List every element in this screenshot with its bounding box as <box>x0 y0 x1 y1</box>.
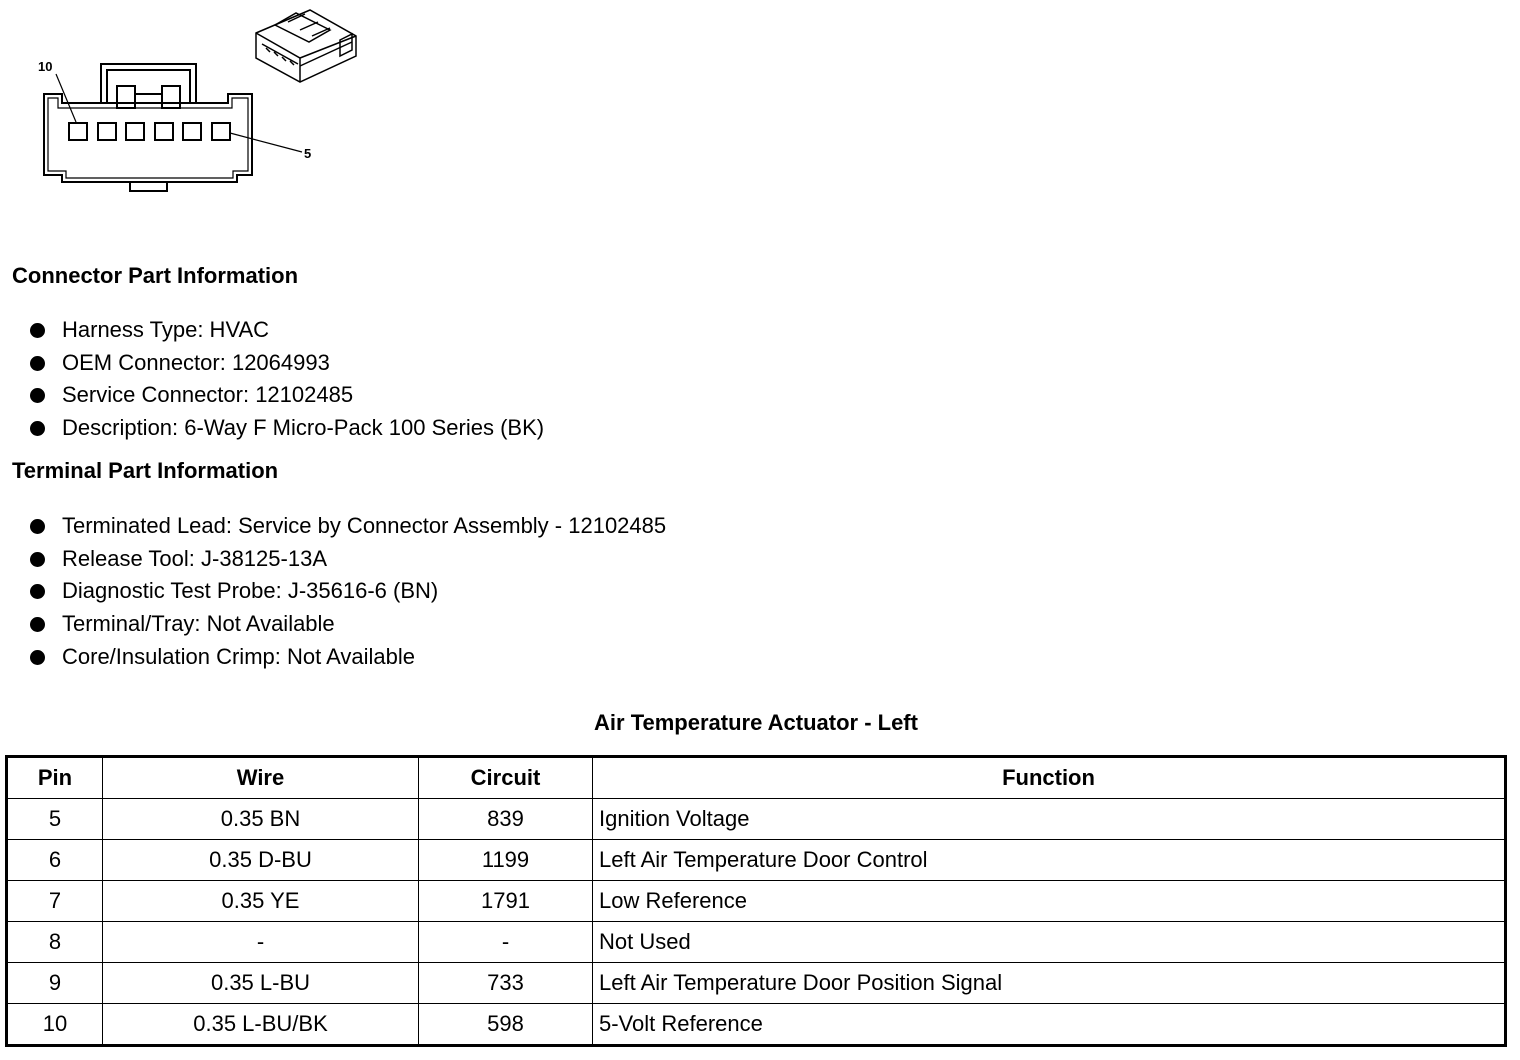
list-item: Description: 6-Way F Micro-Pack 100 Series (BK) <box>30 412 544 445</box>
list-item: Core/Insulation Crimp: Not Available <box>30 641 666 674</box>
leader-line-5 <box>230 133 302 152</box>
pin-label-10: 10 <box>38 59 53 74</box>
bullet-icon <box>30 617 45 632</box>
cell-pin: 7 <box>7 881 103 922</box>
cell-pin: 6 <box>7 840 103 881</box>
connector-face-outline <box>44 94 252 182</box>
cell-pin: 10 <box>7 1004 103 1046</box>
bullet-icon <box>30 519 45 534</box>
cell-circuit: 839 <box>419 799 593 840</box>
connector-inner-outline <box>48 98 248 178</box>
table-row <box>7 922 1506 963</box>
cell-circuit: 733 <box>419 963 593 1004</box>
header-wire: Wire <box>103 757 419 799</box>
cell-function: Not Used <box>593 922 1506 963</box>
terminal-info-heading: Terminal Part Information <box>12 458 279 483</box>
connector-diagram <box>0 0 380 210</box>
connector-latch <box>101 64 196 103</box>
cell-pin: 9 <box>7 963 103 1004</box>
cell-function: 5-Volt Reference <box>593 1004 1506 1046</box>
cell-function: Low Reference <box>593 881 1506 922</box>
cavity-6 <box>183 123 201 140</box>
cell-wire: 0.35 L-BU/BK <box>103 1004 419 1046</box>
connector-key <box>130 182 167 191</box>
table-row <box>7 881 1506 922</box>
terminal-info-list <box>30 510 666 673</box>
table-row <box>7 840 1506 881</box>
list-item: Terminal/Tray: Not Available <box>30 608 666 641</box>
cavity-7 <box>155 123 173 140</box>
list-item: Service Connector: 12102485 <box>30 379 544 412</box>
connector-isometric-icon <box>256 10 356 82</box>
table-row <box>7 1004 1506 1046</box>
cell-circuit: 598 <box>419 1004 593 1046</box>
connector-info-heading: Connector Part Information <box>12 263 299 288</box>
cell-wire: - <box>103 922 419 963</box>
table-header-row <box>7 757 1506 799</box>
latch-tab-left <box>117 86 135 108</box>
cell-pin: 5 <box>7 799 103 840</box>
list-item: Release Tool: J-38125-13A <box>30 543 666 576</box>
bullet-icon <box>30 356 45 371</box>
pin-label-5: 5 <box>304 146 312 161</box>
cavity-8 <box>126 123 144 140</box>
cavity-10 <box>69 123 87 140</box>
cell-circuit: 1199 <box>419 840 593 881</box>
cell-circuit: - <box>419 922 593 963</box>
bullet-icon <box>30 552 45 567</box>
list-item: Diagnostic Test Probe: J-35616-6 (BN) <box>30 575 666 608</box>
cell-wire: 0.35 YE <box>103 881 419 922</box>
cell-wire: 0.35 L-BU <box>103 963 419 1004</box>
bullet-icon <box>30 584 45 599</box>
leader-line-10 <box>56 74 76 122</box>
bullet-icon <box>30 650 45 665</box>
cavity-9 <box>98 123 116 140</box>
cell-circuit: 1791 <box>419 881 593 922</box>
list-item: Harness Type: HVAC <box>30 314 544 347</box>
cell-wire: 0.35 D-BU <box>103 840 419 881</box>
connector-info-list <box>30 314 544 445</box>
cavity-5 <box>212 123 230 140</box>
bullet-icon <box>30 323 45 338</box>
header-circuit: Circuit <box>419 757 593 799</box>
cell-function: Ignition Voltage <box>593 799 1506 840</box>
latch-tab-right <box>162 86 180 108</box>
header-pin: Pin <box>7 757 103 799</box>
table-row <box>7 799 1506 840</box>
bullet-icon <box>30 421 45 436</box>
bullet-icon <box>30 388 45 403</box>
list-item: Terminated Lead: Service by Connector Assembly - 12102485 <box>30 510 666 543</box>
pinout-table-title: Air Temperature Actuator - Left <box>594 710 918 735</box>
cell-function: Left Air Temperature Door Position Signal <box>593 963 1506 1004</box>
cell-wire: 0.35 BN <box>103 799 419 840</box>
header-function: Function <box>593 757 1506 799</box>
pinout-table <box>5 755 1507 1047</box>
cell-function: Left Air Temperature Door Control <box>593 840 1506 881</box>
list-item: OEM Connector: 12064993 <box>30 347 544 380</box>
table-row <box>7 963 1506 1004</box>
cell-pin: 8 <box>7 922 103 963</box>
